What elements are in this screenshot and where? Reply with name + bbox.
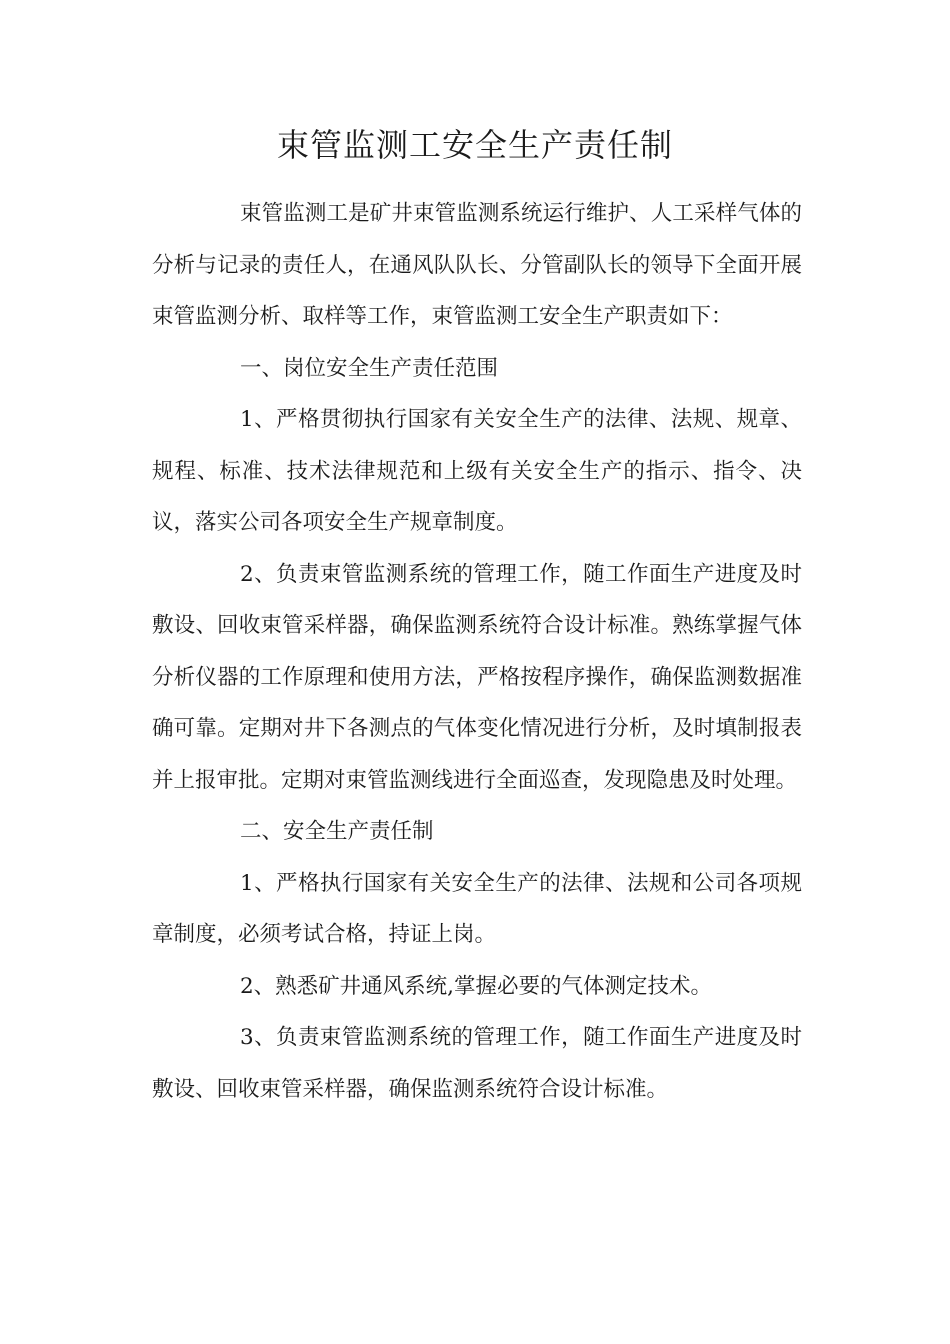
paragraph-2-3: 3、负责束管监测系统的管理工作，随工作面生产进度及时敷设、回收束管采样器，确保监测系统符合设计标准。 (152, 1025, 802, 1102)
paragraph-2-2: 2、熟悉矿井通风系统,掌握必要的气体测定技术。 (240, 973, 713, 999)
section-heading-1: 一、岗位安全生产责任范围 (240, 355, 499, 381)
document-body (152, 188, 802, 1115)
document-title: 束管监测工安全生产责任制 (276, 126, 673, 164)
paragraph-2-1: 1、严格执行国家有关安全生产的法律、法规和公司各项规章制度，必须考试合格，持证上岗。 (152, 870, 802, 947)
paragraph-1-2: 2、负责束管监测系统的管理工作，随工作面生产进度及时敷设、回收束管采样器，确保监测系统符合设计标准。熟练掌握气体分析仪器的工作原理和使用方法，严格按程序操作，确保监测数据准确可靠。定期对井下各测点的气体变化情况进行分析，及时填制报表并上报审批。定期对束管监测线进行全面巡查，发现隐患及时处理。 (152, 561, 802, 793)
paragraph-intro: 束管监测工是矿井束管监测系统运行维护、人工采样气体的分析与记录的责任人，在通风队队长、分管副队长的领导下全面开展束管监测分析、取样等工作，束管监测工安全生产职责如下： (152, 201, 802, 329)
section-heading-2: 二、安全生产责任制 (240, 819, 434, 844)
paragraph-1-1: 1、严格贯彻执行国家有关安全生产的法律、法规、规章、规程、标准、技术法律规范和上级有关安全生产的指示、指令、决议，落实公司各项安全生产规章制度。 (152, 407, 802, 535)
